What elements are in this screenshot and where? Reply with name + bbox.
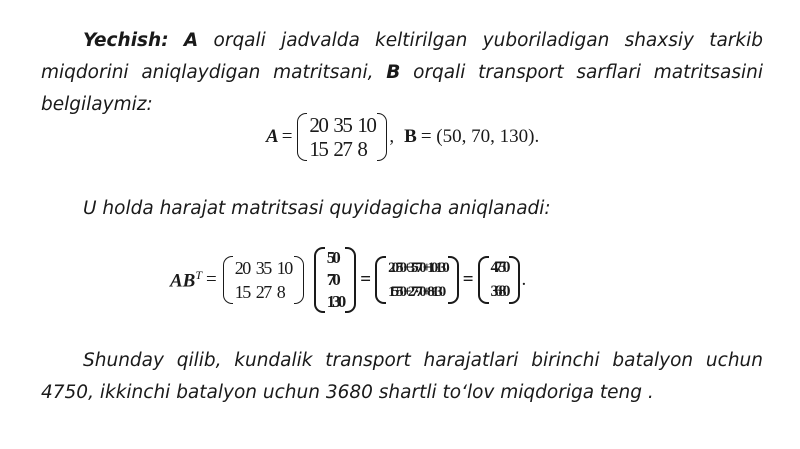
equation-matrix-definitions: [266, 113, 539, 161]
bt-cell: 70: [326, 270, 338, 289]
right-paren: [345, 247, 356, 313]
matrix-a: [297, 113, 387, 161]
eq1-equals: =: [281, 126, 293, 147]
solution-label: Yechish:: [83, 30, 169, 51]
matrix-b-transpose: [314, 247, 357, 313]
right-paren: [377, 113, 387, 161]
result-cell: 4750: [490, 259, 507, 276]
matrix-a2-row-2: [235, 280, 292, 304]
eq2-equals-3: =: [462, 269, 474, 290]
matrix-cell: 27: [255, 282, 271, 302]
eq1-comma: ,: [389, 126, 395, 147]
equation-product: [170, 247, 526, 313]
matrix-cell: 8: [357, 137, 367, 161]
matrix-a-2: [223, 256, 304, 304]
eq1-a-label: A: [266, 126, 279, 147]
matrix-cell: 15: [234, 282, 250, 302]
matrix-a2-row-1: [235, 256, 292, 280]
bt-cell: 50: [326, 248, 338, 267]
matrix-result: [478, 256, 520, 304]
conclusion-text: Shunday qilib, kundalik transport harajatlari birinchi batalyon uchun 4750, ikkinchi batalyon uchun 3680 shartli to‘lov miqdoriga teng .: [41, 350, 763, 403]
eq2-period: .: [521, 269, 527, 290]
matrix-cell: 27: [333, 137, 352, 161]
cost-matrix-text: U holda harajat matritsasi quyidagicha aniqlanadi:: [83, 198, 551, 219]
matrix-cell: 35: [255, 258, 271, 278]
left-paren: [478, 256, 489, 304]
matrix-cell: 8: [276, 282, 285, 302]
product-row-1: 20·50+35·70+10·130: [388, 260, 446, 276]
eq1-b-value: = (50, 70, 130).: [420, 126, 540, 147]
variable-b: B: [386, 62, 401, 83]
matrix-cell: 10: [357, 113, 376, 137]
transpose-superscript: T: [195, 267, 203, 282]
eq2-equals: =: [206, 269, 217, 290]
paragraph-cost-matrix: [41, 193, 763, 225]
right-paren: [448, 256, 459, 304]
paragraph-solution-intro: [41, 25, 763, 121]
variable-a: A: [183, 30, 199, 51]
matrix-a-row-2: [309, 137, 375, 161]
left-paren: [223, 256, 233, 304]
matrix-cell: 10: [276, 258, 292, 278]
matrix-cell: 35: [333, 113, 352, 137]
left-paren: [375, 256, 386, 304]
result-cell: 3680: [490, 283, 507, 300]
matrix-a-row-1: [309, 113, 375, 137]
matrix-product-expanded: [375, 256, 459, 304]
matrix-cell: 20: [309, 113, 328, 137]
intro-text-b: orqali transport sarflari matritsasini belgilaymiz:: [41, 62, 763, 115]
matrix-cell: 20: [234, 258, 250, 278]
eq2-lhs: $AB^T$: [170, 267, 203, 292]
intro-text-a: orqali jadvalda keltirilgan yuboriladigan shaxsiy tarkib miqdorini aniqlaydigan matritsani,: [41, 30, 764, 83]
left-paren: [297, 113, 307, 161]
paragraph-conclusion: [41, 345, 763, 409]
eq2-equals-2: =: [360, 269, 372, 290]
eq1-b-label: B: [404, 126, 417, 147]
right-paren: [509, 256, 520, 304]
matrix-cell: 15: [309, 137, 328, 161]
left-paren: [314, 247, 325, 313]
bt-cell: 130: [326, 292, 344, 311]
right-paren: [294, 256, 304, 304]
product-row-2: 15·50+27·70+8·130: [388, 284, 443, 300]
